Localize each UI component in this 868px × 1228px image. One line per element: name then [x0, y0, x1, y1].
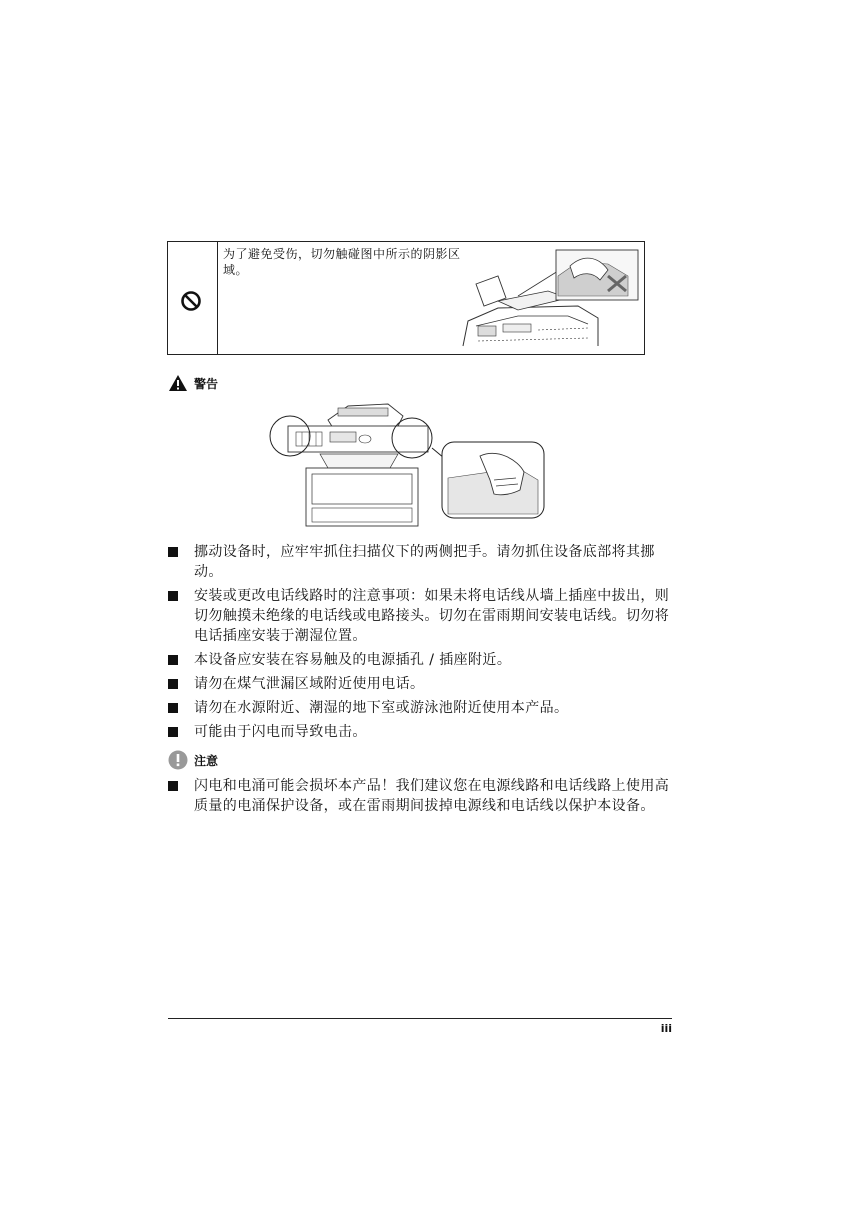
prohibited-icon	[180, 290, 202, 312]
bullet-square-icon	[168, 781, 178, 791]
list-item: 闪电和电涌可能会损坏本产品！我们建议您在电源线路和电话线路上使用高质量的电涌保护设备，或在雷雨期间拔掉电源线和电话线以保护本设备。	[168, 776, 672, 816]
bullet-square-icon	[168, 679, 178, 689]
bullet-square-icon	[168, 703, 178, 713]
list-item: 安装或更改电话线路时的注意事项：如果未将电话线从墙上插座中拔出，则切勿触摸未绝缘的电话线或电路接头。切勿在雷雨期间安装电话线。切勿将电话插座安装于潮湿位置。	[168, 586, 672, 646]
warning-triangle-icon	[168, 374, 188, 392]
warning-header	[168, 374, 218, 392]
bullet-square-icon	[168, 727, 178, 737]
list-item: 可能由于闪电而导致电击。	[168, 722, 672, 742]
list-item: 本设备应安装在容易触及的电源插孔 / 插座附近。	[168, 650, 672, 670]
bullet-square-icon	[168, 591, 178, 601]
warning-list	[168, 542, 672, 746]
caution-title: 注意	[194, 753, 219, 768]
prohibition-table	[167, 241, 645, 355]
warning-title: 警告	[194, 376, 219, 391]
list-item: 挪动设备时，应牢牢抓住扫描仪下的两侧把手。请勿抓住设备底部将其挪动。	[168, 542, 672, 582]
bullet-square-icon	[168, 547, 178, 557]
machine-handles-illustration	[268, 398, 546, 528]
caution-header	[168, 750, 218, 770]
list-item: 请勿在煤气泄漏区域附近使用电话。	[168, 674, 672, 694]
caution-exclamation-icon	[168, 750, 188, 770]
prohibition-icon-cell	[168, 242, 218, 354]
scanner-handle-illustration	[458, 246, 642, 352]
caution-list	[168, 776, 672, 820]
list-item: 请勿在水源附近、潮湿的地下室或游泳池附近使用本产品。	[168, 698, 672, 718]
page-number: iii	[660, 1022, 672, 1035]
bullet-square-icon	[168, 655, 178, 665]
prohibition-text: 为了避免受伤，切勿触碰图中所示的阴影区域。	[223, 247, 461, 277]
footer-rule	[168, 1018, 672, 1019]
